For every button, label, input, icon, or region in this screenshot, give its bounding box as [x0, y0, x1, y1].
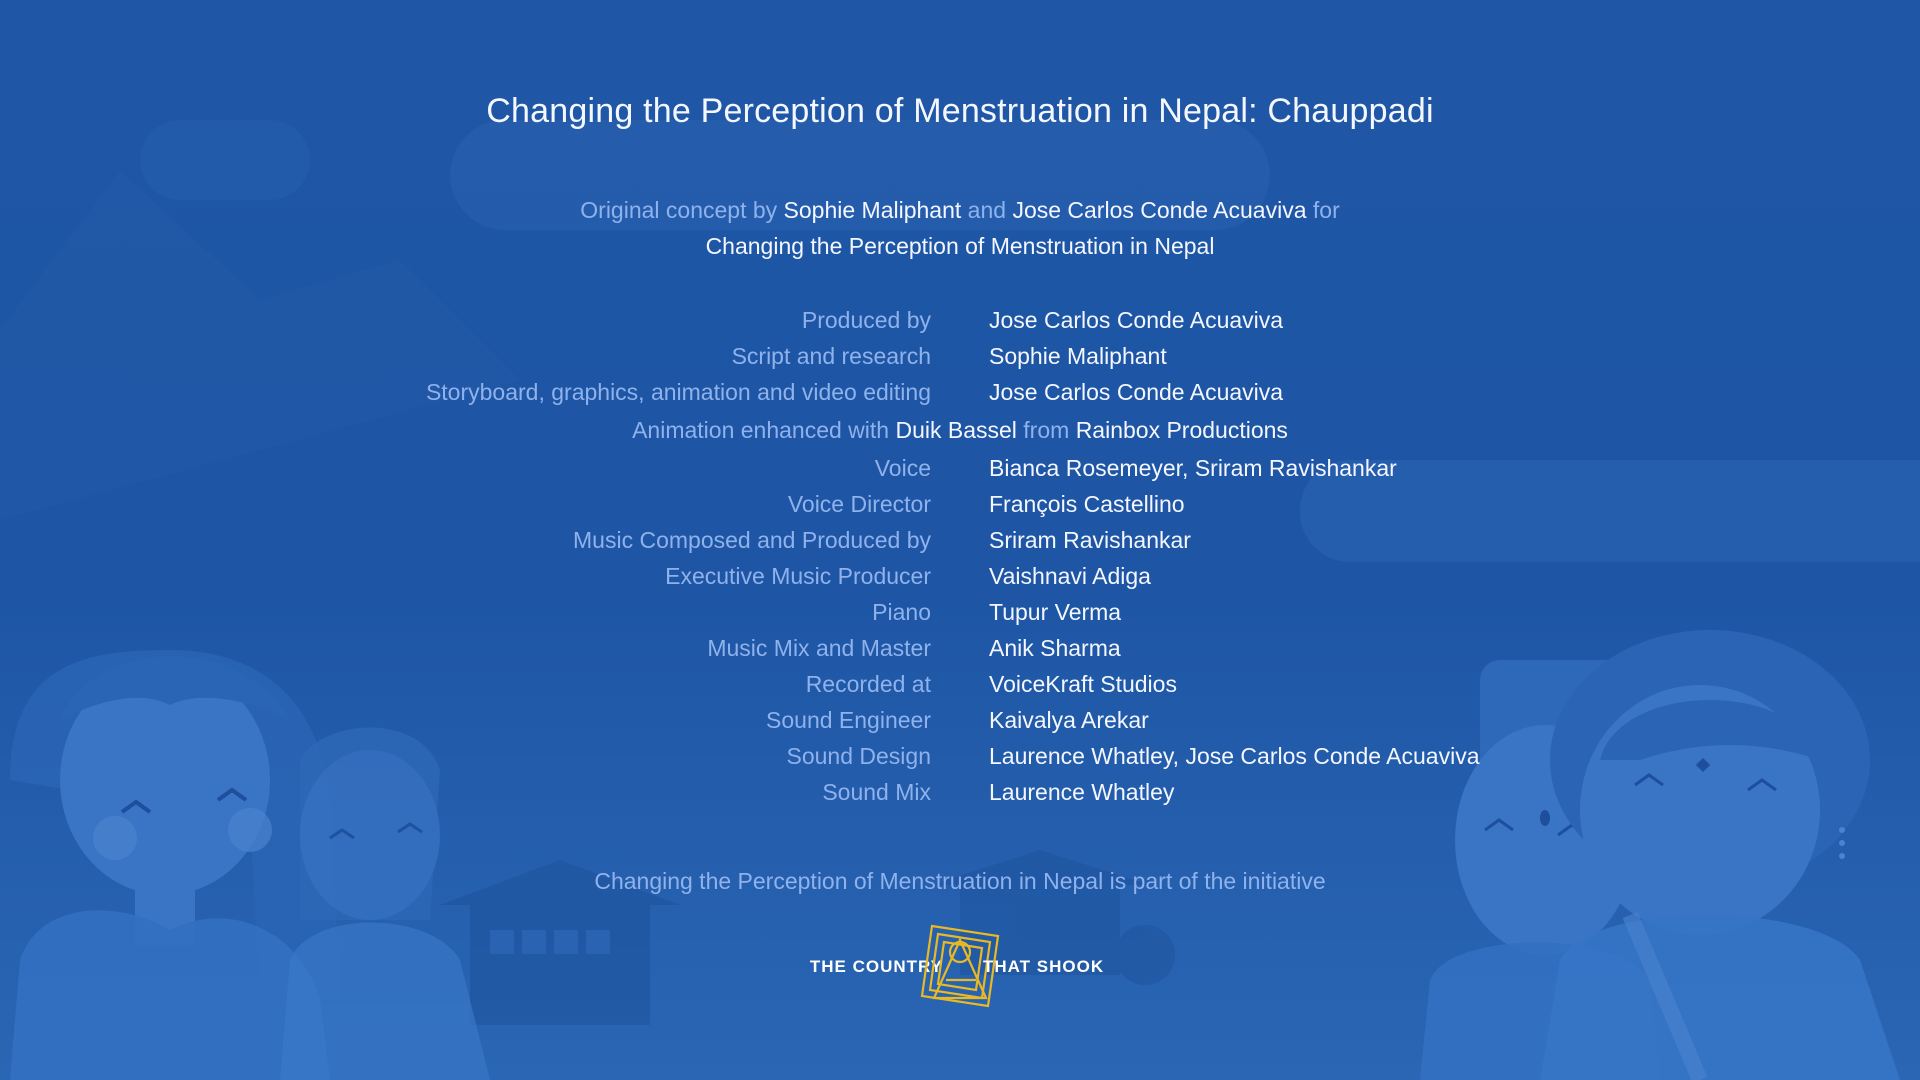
- credit-name: Laurence Whatley: [989, 779, 1175, 805]
- credit-row: [0, 779, 1920, 815]
- credit-name: Sophie Maliphant: [989, 343, 1167, 369]
- credit-row: [0, 563, 1920, 599]
- credit-name: Laurence Whatley, Jose Carlos Conde Acuaviva: [989, 743, 1480, 769]
- credits-list: [0, 307, 1920, 815]
- credit-name: Tupur Verma: [989, 599, 1122, 625]
- concept-project: Changing the Perception of Menstruation in Nepal: [705, 233, 1215, 259]
- credit-row: [0, 599, 1920, 635]
- concept-author-2: Jose Carlos Conde Acuaviva: [1012, 197, 1307, 223]
- credit-row: [0, 635, 1920, 671]
- concept-line-1: [0, 192, 1920, 228]
- credit-name: VoiceKraft Studios: [989, 671, 1177, 697]
- credit-name: Sriram Ravishankar: [989, 527, 1191, 553]
- credit-row: [0, 379, 1920, 415]
- logo-text-left: THE COUNTRY: [809, 957, 943, 976]
- credit-row: [0, 455, 1920, 491]
- credit-name: Jose Carlos Conde Acuaviva: [989, 307, 1284, 333]
- animation-conj: from: [1023, 417, 1070, 443]
- animation-tool: Duik Bassel: [895, 417, 1017, 443]
- credit-name: Vaishnavi Adiga: [989, 563, 1151, 589]
- credit-row: [0, 307, 1920, 343]
- credit-row: [0, 743, 1920, 779]
- page-title: Changing the Perception of Menstruation in Nepal: Chauppadi: [486, 92, 1434, 130]
- credit-role: Executive Music Producer: [665, 563, 931, 589]
- credit-role: Piano: [872, 599, 931, 625]
- credit-name: Bianca Rosemeyer, Sriram Ravishankar: [989, 455, 1397, 481]
- credit-row: [0, 671, 1920, 707]
- logo-text-right: THAT SHOOK: [983, 957, 1105, 976]
- credit-role: Voice: [874, 455, 931, 481]
- concept-author-1: Sophie Maliphant: [783, 197, 962, 223]
- animation-studio: Rainbox Productions: [1075, 417, 1288, 443]
- credit-role: Music Mix and Master: [707, 635, 931, 661]
- credit-row: [0, 707, 1920, 743]
- credit-row: [0, 343, 1920, 379]
- credit-role: Sound Engineer: [766, 707, 931, 733]
- concept-suffix: for: [1312, 197, 1340, 223]
- credit-row: [0, 491, 1920, 527]
- the-country-that-shook-logo: [800, 922, 1120, 1012]
- credit-role: Voice Director: [787, 491, 931, 517]
- credit-row: [0, 527, 1920, 563]
- animation-prefix: Animation enhanced with: [632, 417, 890, 443]
- credit-name: Jose Carlos Conde Acuaviva: [989, 379, 1284, 405]
- credit-role: Storyboard, graphics, animation and video editing: [425, 379, 931, 405]
- concept-conj: and: [967, 197, 1007, 223]
- concept-prefix: Original concept by: [580, 197, 778, 223]
- credit-name: Anik Sharma: [989, 635, 1121, 661]
- credit-role: Sound Design: [786, 743, 931, 769]
- credit-role: Music Composed and Produced by: [573, 527, 931, 553]
- credit-name: François Castellino: [989, 491, 1185, 517]
- credit-role: Script and research: [731, 343, 931, 369]
- initiative-text: Changing the Perception of Menstruation in Nepal is part of the initiative: [594, 868, 1326, 894]
- credit-role: Recorded at: [805, 671, 931, 697]
- animation-note: [0, 415, 1920, 455]
- credit-name: Kaivalya Arekar: [989, 707, 1149, 733]
- original-concept: [0, 192, 1920, 264]
- credit-role: Sound Mix: [822, 779, 931, 805]
- credit-role: Produced by: [801, 307, 931, 333]
